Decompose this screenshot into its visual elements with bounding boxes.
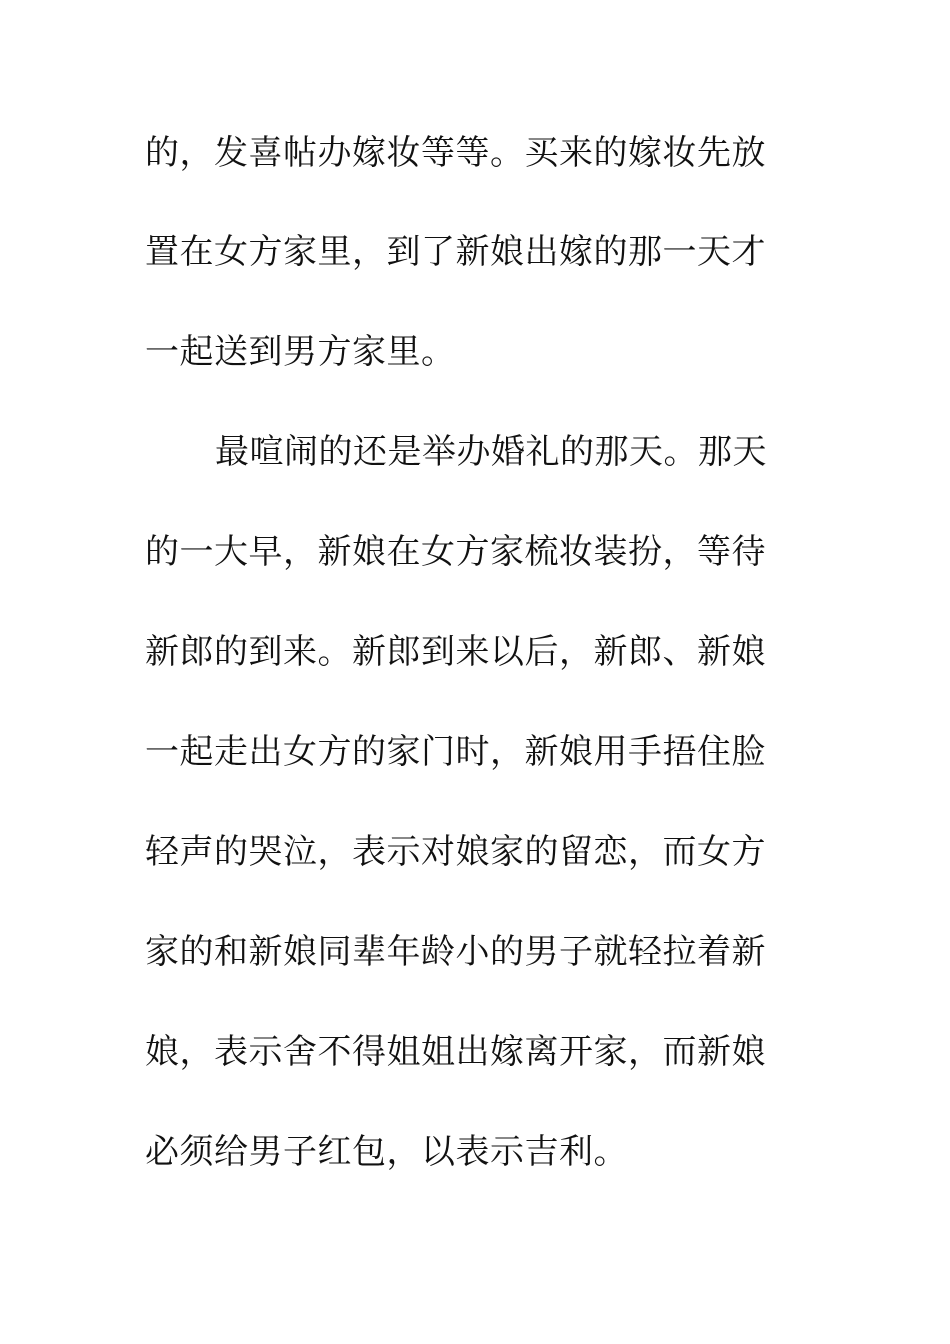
text-line-indented: 最喧闹的还是举办婚礼的那天。那天 <box>215 432 767 472</box>
text-line: 娘，表示舍不得姐姐出嫁离开家，而新娘 <box>145 1032 766 1072</box>
text-line: 的一大早，新娘在女方家梳妆装扮，等待 <box>145 532 766 572</box>
text-line: 置在女方家里，到了新娘出嫁的那一天才 <box>145 232 766 272</box>
text-line: 一起走出女方的家门时，新娘用手捂住脸 <box>145 732 766 772</box>
text-line: 轻声的哭泣，表示对娘家的留恋，而女方 <box>145 832 766 872</box>
text-line: 的，发喜帖办嫁妆等等。买来的嫁妆先放 <box>145 133 766 173</box>
text-line: 必须给男子红包，以表示吉利。 <box>145 1132 628 1172</box>
text-line: 新郎的到来。新郎到来以后，新郎、新娘 <box>145 632 766 672</box>
text-line: 一起送到男方家里。 <box>145 332 456 372</box>
text-line: 家的和新娘同辈年龄小的男子就轻拉着新 <box>145 932 766 972</box>
